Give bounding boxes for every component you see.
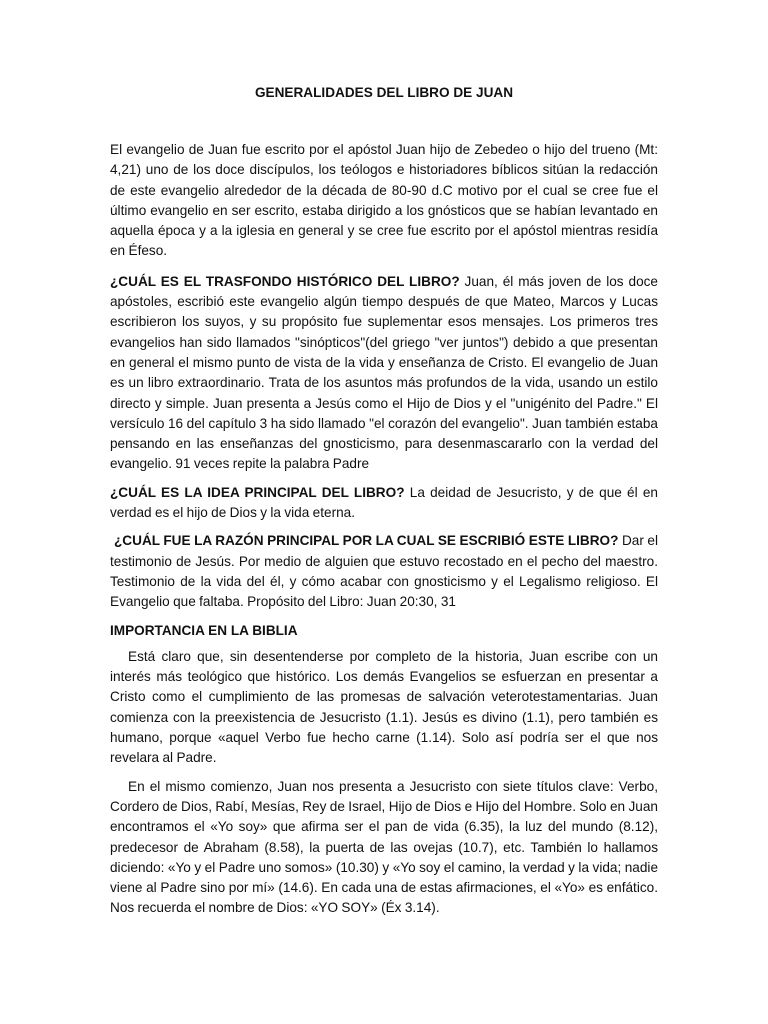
paragraph-historical-background <box>110 272 658 475</box>
document-title: GENERALIDADES DEL LIBRO DE JUAN <box>254 85 514 100</box>
paragraph-main-idea <box>110 483 658 524</box>
paragraph-importance: Está claro que, sin desentenderse por completo de la historia, Juan escribe con un interés más teológico que histórico. Los demás Evangelios se esfuerzan en presentar a Cristo como el cumplimiento de las promesas de salvación veterotestamentarias. Juan comienza con la preexistencia de Jesucristo (1.1). Jesús es divino (1.1), pero también es humano, porque «aquel Verbo fue hecho carne (1.14). Solo así podría ser el que nos revelara al Padre. <box>110 648 658 766</box>
paragraph-titles-of-jesus: En el mismo comienzo, Juan nos presenta a Jesucristo con siete títulos clave: Verbo, Cordero de Dios, Rabí, Mesías, Rey de Israel, Hijo de Dios e Hijo del Hombre. Solo en Juan encontramos el «Yo soy» que afirma ser el pan de vida (6.35), la luz del mundo (8.12), predecesor de Abraham (8.58), la puerta de las ovejas (10.7), etc. También lo hallamos diciendo: «Yo y el Padre uno somos» (10.30) y «Yo soy el camino, la verdad y la vida; nadie viene al Padre sino por mí» (14.6). En cada una de estas afirmaciones, el «Yo» es enfático. Nos recuerda el nombre de Dios: «YO SOY» (Éx 3.14). <box>110 778 658 916</box>
question-historical-background: ¿CUÁL ES EL TRASFONDO HISTÓRICO DEL LIBRO? <box>110 273 460 289</box>
answer-main-reason: Dar el testimonio de Jesús. Por medio de alguien que estuvo recostado en el pecho del maestro. Testimonio de la vida del él, y cómo acabar con gnosticismo y el Legalismo religioso. El Evangelio que faltaba. Propósito del Libro: Juan 20:30, 31 <box>110 533 658 610</box>
answer-historical-background: Juan, él más joven de los doce apóstoles, escribió este evangelio algún tiempo después de que Mateo, Marcos y Lucas escribieron los suyos, y su propósito fue suplementar esos mensajes. Los primeros tres evangelios han sido llamados "sinópticos"(del griego "ver juntos") debido a que presentan en general el mismo punto de vista de la vida y enseñanza de Cristo. El evangelio de Juan es un libro extraordinario. Trata de los asuntos más profundos de la vida, usando un estilo directo y simple. Juan presenta a Jesús como el Hijo de Dios y el "unigénito del Padre." El versículo 16 del capítulo 3 ha sido llamado "el corazón del evangelio". Juan también estaba pensando en las enseñanzas del gnosticismo, para desenmascararlo con la verdad del evangelio. 91 veces repite la palabra Padre <box>110 273 658 472</box>
document-body <box>110 140 658 927</box>
section-heading-importance: IMPORTANCIA EN LA BIBLIA <box>110 622 298 638</box>
answer-main-idea: La deidad de Jesucristo, y de que él en verdad es el hijo de Dios y la vida eterna. <box>110 484 658 521</box>
paragraph-authorship: El evangelio de Juan fue escrito por el apóstol Juan hijo de Zebedeo o hijo del trueno (Mt: 4,21) uno de los doce discípulos, los teólogos e historiadores bíblicos sitúan la redacción de este evangelio alrededor de la década de 80-90 d.C motivo por el cual se cree fue el último evangelio en ser escrito, estaba dirigido a los gnósticos que se habían levantado en aquella época y a la iglesia en general y se cree fue escrito por el apóstol mientras residía en Éfeso. <box>110 142 658 259</box>
question-main-reason: ¿CUÁL FUE LA RAZÓN PRINCIPAL POR LA CUAL SE ESCRIBIÓ ESTE LIBRO? <box>114 533 619 549</box>
question-main-idea: ¿CUÁL ES LA IDEA PRINCIPAL DEL LIBRO? <box>110 484 405 500</box>
paragraph-main-reason <box>110 531 658 612</box>
